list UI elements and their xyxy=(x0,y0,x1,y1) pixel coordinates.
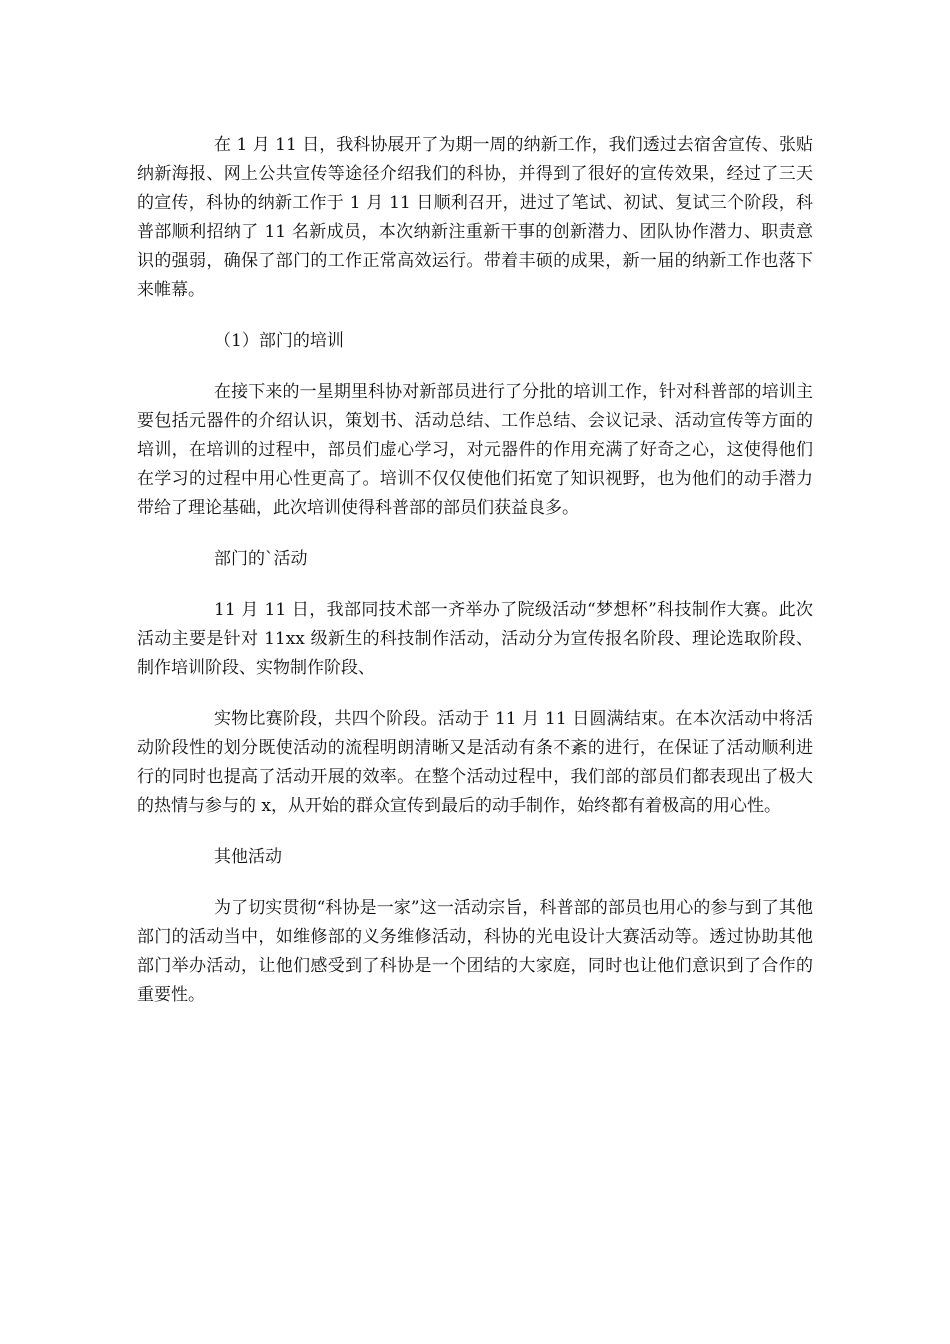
paragraph-gap xyxy=(137,523,813,545)
section-heading-activities: 部门的`活动 xyxy=(214,549,308,569)
paragraph-training: 在接下来的一星期里科协对新部员进行了分批的培训工作，针对科普部的培训主要包括元器件的介绍认识，策划书、活动总结、工作总结、会议记录、活动宣传等方面的培训，在培训的过程中，部员们虚心学习，对元器件的作用充满了好奇之心，这使得他们在学习的过程中用心性更高了。培训不仅仅使他们拓宽了知识视野，也为他们的动手潜力带给了理论基础，此次培训使得科普部的部员们获益良多。 xyxy=(137,382,813,518)
paragraph-gap xyxy=(137,683,813,705)
paragraph-dream-cup: 11 月 11 日，我部同技术部一齐举办了院级活动“梦想杯”科技制作大赛。此次活动主要是针对 11xx 级新生的科技制作活动，活动分为宣传报名阶段、理论选取阶段、制作培训阶段、实物制作阶段、 xyxy=(137,600,813,678)
paragraph-gap xyxy=(137,821,813,843)
paragraph-competition-stage: 实物比赛阶段，共四个阶段。活动于 11 月 11 日圆满结束。在本次活动中将活动阶段性的划分既使活动的流程明朗清晰又是活动有条不紊的进行，在保证了活动顺利进行的同时也提高了活动开展的效率。在整个活动过程中，我们部的部员们都表现出了极大的热情与参与的 x，从开始的群众宣传到最后的动手制作，始终都有着极高的用心性。 xyxy=(137,709,813,816)
paragraph-recruitment: 在 1 月 11 日，我科协展开了为期一周的纳新工作，我们透过去宿舍宣传、张贴纳新海报、网上公共宣传等途径介绍我们的科协，并得到了很好的宣传效果，经过了三天的宣传，科协的纳新工作于 1 月 11 日顺利召开，进过了笔试、初试、复试三个阶段，科普部顺利招纳了 11 名新成员，本次纳新注重新干事的创新潜力、团队协作潜力、职责意识的强弱，确保了部门的工作正常高效运行。带着丰硕的成果，新一届的纳新工作也落下来帷幕。 xyxy=(137,135,813,300)
section-heading-other-activities: 其他活动 xyxy=(214,847,282,867)
paragraph-gap xyxy=(137,356,813,378)
paragraph-gap xyxy=(137,574,813,596)
document-body xyxy=(137,131,813,1010)
section-heading-training: （1）部门的培训 xyxy=(214,331,344,351)
paragraph-cooperation: 为了切实贯彻“科协是一家”这一活动宗旨，科普部的部员也用心的参与到了其他部门的活动当中，如维修部的义务维修活动，科协的光电设计大赛活动等。透过协助其他部门举办活动，让他们感受到了科协是一个团结的大家庭，同时也让他们意识到了合作的重要性。 xyxy=(137,898,813,1005)
paragraph-gap xyxy=(137,872,813,894)
paragraph-gap xyxy=(137,305,813,327)
